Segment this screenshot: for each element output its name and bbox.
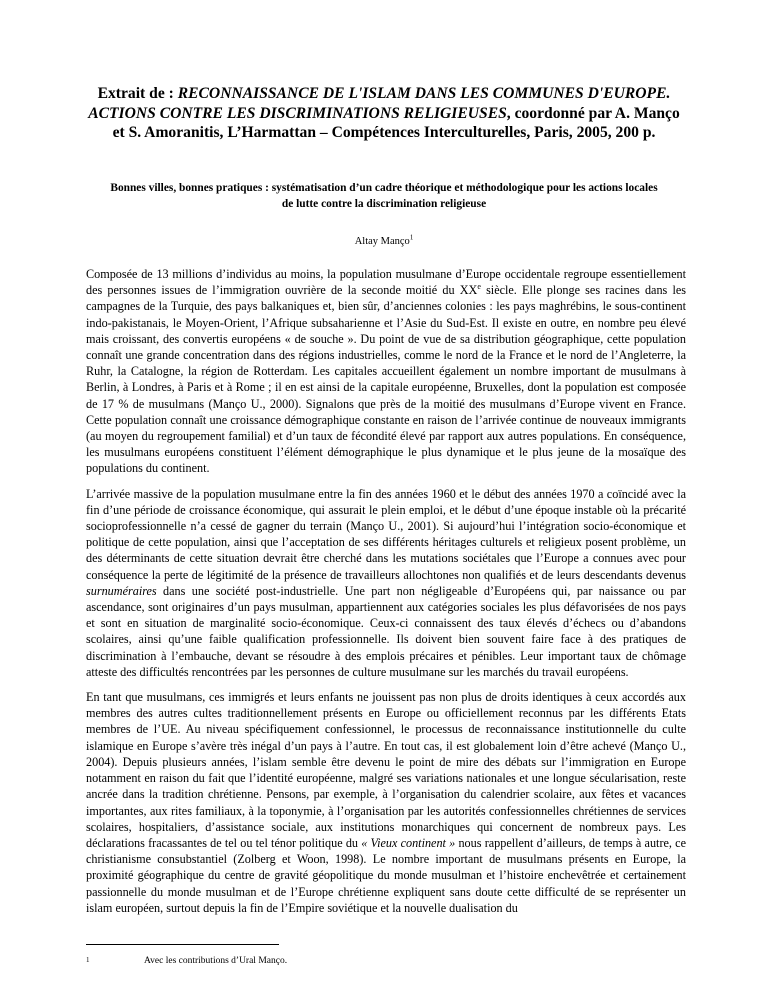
- paragraph-3-text-a: En tant que musulmans, ces immigrés et leurs enfants ne jouissent pas non plus de droits identiques à ceux accordés aux membres des autres cultes traditionnellement présents en Europe ou officiellement reconnus par les différents Etats membres de l’UE. Au niveau spécifiquement confessionnel, le processus de reconnaissance institutionnelle du culte islamique en Europe s’avère très inégal d’un pays à l’autre. En tout cas, il est globalement loin d’être achevé (Manço U., 2004). Depuis plusieurs années, l’islam semble être devenu le point de mire des débats sur l’immigration en Europe notamment en raison du fait que l’identité européenne, malgré ses variations nationales et une longue sécularisation, reste ancrée dans la tradition chrétienne. Pensons, par exemple, à l’organisation du calendrier scolaire, aux fêtes et vacances importantes, aux rites familiaux, à la toponymie, à l’organisation par les autorités confessionnelles chrétiennes de services scolaires, hospitaliers, d’assistance sociale, aux institutions monarchiques qui concernent de nombreux pays. Les déclarations fracassantes de tel ou tel ténor politique du: [86, 690, 686, 850]
- book-title: RECONNAISSANCE DE L'ISLAM DANS LES COMMUNES D'EUROPE. ACTIONS CONTRE LES DISCRIMINATIONS RELIGIEUSES: [88, 85, 671, 122]
- paragraph-2-emphasis: surnuméraires: [86, 583, 157, 598]
- paragraph-1: [86, 266, 686, 477]
- article-title: Bonnes villes, bonnes pratiques : systématisation d’un cadre théorique et méthodologique pour les actions locales de lutte contre la discrimination religieuse: [110, 182, 658, 210]
- footnote-marker: 1: [409, 233, 414, 242]
- footnote-separator: [86, 944, 279, 945]
- century-superscript: e: [477, 282, 481, 292]
- article-author: [0, 233, 768, 247]
- book-publication-details: , coordonné par A. Manço et S. Amoranitis, L’Harmattan – Compétences Interculturelles, Paris, 2005, 200 p.: [112, 104, 680, 141]
- article-body: [86, 266, 686, 925]
- extract-prefix: Extrait de :: [97, 85, 178, 102]
- footnote-text: Avec les contributions d’Ural Manço.: [144, 956, 288, 966]
- paragraph-2-text-b: dans une société post-industrielle. Une part non négligeable d’Européens qui, par naissance ou par ascendance, sont originaires d’un pays musulman, appartiennent aux catégories sociales les plus défavorisées de nos pays et sont en situation de marginalité socio-économique. Ceux-ci connaissent des taux élevés d’échecs ou d’abandons scolaires, ainsi qu’une faible qualification professionnelle. Ils doivent bien souvent faire face à des pratiques de discrimination à l’embauche, devant se résoudre à des emplois précaires et pénibles. Leur important taux de chômage atteste des difficultés rencontrées par les personnes de culture musulmane sur les marchés du travail européens.: [86, 583, 686, 679]
- paragraph-2-text-a: L’arrivée massive de la population musulmane entre la fin des années 1960 et le début des années 1970 a coïncidé avec la fin d’une période de croissance économique, qui assurait le plein emploi, et le début d’une époque instable où la précarité socioprofessionnelle n’a cessé de gagner du terrain (Manço U., 2001). Si aujourd’hui l’intégration socio-économique et politique de cette population, ainsi que l’acceptation de ses différents héritages culturels et religieux posent problème, un des déterminants de cette situation devrait être cherché dans les mutations sociétales que l’Europe a connues avec pour conséquence la perte de légitimité de la présence de travailleurs allochtones non qualifiés et de leurs descendants devenus: [86, 486, 686, 582]
- paragraph-1-text-a: Composée de 13 millions d’individus au moins, la population musulmane d’Europe occidentale regroupe essentiellement des personnes issues de l’immigration ouvrière de la seconde moitié du XX: [86, 267, 686, 298]
- paragraph-3-text-b: nous rappellent d’ailleurs, de temps à autre, ce christianisme consubstantiel (Zolberg et Woon, 1998). Le nombre important de musulmans présents en Europe, la proximité géographique du centre de gravité géopolitique du monde musulman et l’histoire enchevêtrée et certainement passionnelle du monde musulman et de l’Europe chrétienne expliquent sans doute cette difficulté de se représenter un islam européen, surtout depuis la fin de l’Empire soviétique et la nouvelle dualisation du: [86, 835, 686, 915]
- paragraph-2: [86, 486, 686, 680]
- author-name: Altay Manço: [354, 236, 410, 247]
- paragraph-1-text-b: siècle. Elle plonge ses racines dans les campagnes de la Turquie, des pays balkaniques et, bien sûr, d’anciennes colonies : les pays maghrébins, le sous-continent indo-pakistanais, le Moyen-Orient, l’Afrique subsaharienne et l’Asie du Sud-Est. Il existe en outre, en nombre peu élevé mais croissant, des convertis européens « de souche ». Du point de vue de sa distribution géographique, cette population connaît une grande concentration dans des régions industrielles, comme le nord de la France et le nord de l’Angleterre, la Ruhr, la Catalogne, la région de Rotterdam. Les capitales accueillent également un nombre important de musulmans à Berlin, à Londres, à Paris et à Rome ; il en est ainsi de la capitale européenne, Bruxelles, dont la population est composée de 17 % de musulmans (Manço U., 2000). Signalons que près de la moitié des musulmans d’Europe vivent en France. Cette population connaît une croissance démographique constante en raison de l’arrivée continue de nouveaux immigrants (au moyen du regroupement familial) et d’un taux de fécondité élevé par rapport aux autres populations. En conséquence, les musulmans européens constituent l’élément démographique le plus dynamique et le plus jeune de la mosaïque des populations du continent.: [86, 283, 686, 476]
- footnote-number: 1: [86, 956, 90, 964]
- book-reference-heading: [86, 84, 682, 143]
- footnote: [86, 956, 287, 966]
- paragraph-3-emphasis: « Vieux continent »: [361, 835, 456, 850]
- paragraph-3: [86, 689, 686, 916]
